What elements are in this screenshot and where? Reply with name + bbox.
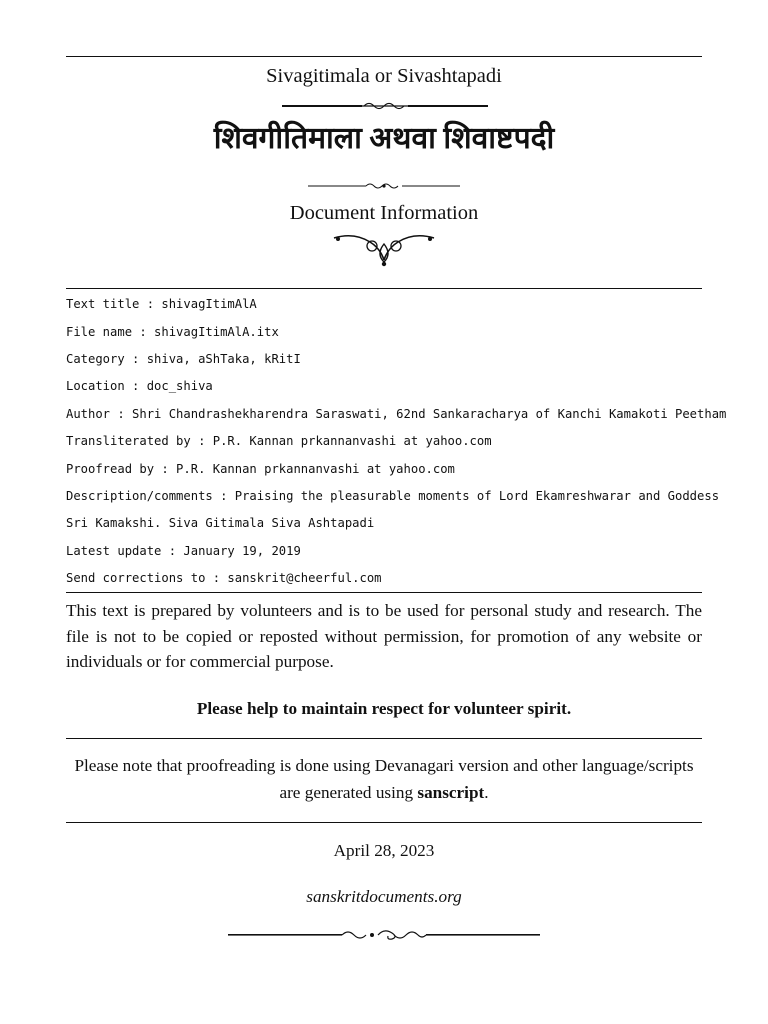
notice-rule [66, 738, 702, 739]
flourish-ornament-icon [332, 228, 436, 268]
respect-notice: Please help to maintain respect for volunteer spirit. [196, 699, 572, 718]
meta-send-corrections: Send corrections to : sanskrit@cheerful.com [66, 571, 382, 585]
meta-location: Location : doc_shiva [66, 379, 213, 393]
section-title: Document Information [289, 202, 479, 224]
title-english: Sivagitimala or Sivashtapadi [266, 65, 502, 87]
meta-description: Description/comments : Praising the pleasurable moments of Lord Ekamreshwarar and Goddess [66, 489, 720, 503]
title-sanskrit: शिवगीतिमाला अथवा शिवाष्टपदी [213, 122, 555, 155]
usage-notice: This text is prepared by volunteers and is to be used for personal study and research. The file is not to be copied or reposted without permission, for promotion of any website or individuals or for commercial purpose. [66, 601, 702, 671]
divider-ornament-icon [282, 100, 488, 112]
metadata-top-rule [66, 288, 702, 289]
meta-transliterated-by: Transliterated by : P.R. Kannan prkannanvashi at yahoo.com [66, 434, 492, 448]
top-rule [66, 56, 702, 57]
site-name[interactable]: sanskritdocuments.org [306, 887, 462, 906]
sanscript-term: sanscript [417, 783, 485, 802]
proofreading-text: Please note that proofreading is done using Devanagari version and other language/scripts are generated using [74, 756, 694, 802]
divider-ornament-icon [228, 928, 540, 942]
meta-description-cont: Sri Kamakshi. Siva Gitimala Siva Ashtapadi [66, 516, 375, 530]
meta-proofread-by: Proofread by : P.R. Kannan prkannanvashi at yahoo.com [66, 462, 455, 476]
metadata-bottom-rule [66, 592, 702, 593]
meta-file-name: File name : shivagItimAlA.itx [66, 325, 279, 339]
proofreading-end: . [484, 783, 489, 802]
proofreading-notice [66, 752, 702, 806]
divider-ornament-icon [306, 180, 462, 192]
meta-author: Author : Shri Chandrashekharendra Saraswati, 62nd Sankaracharya of Kanchi Kamakoti Peetham [66, 407, 727, 421]
meta-latest-update: Latest update : January 19, 2019 [66, 544, 301, 558]
meta-category: Category : shiva, aShTaka, kRitI [66, 352, 301, 366]
publish-date: April 28, 2023 [333, 841, 435, 860]
meta-text-title: Text title : shivagItimAlA [66, 297, 257, 311]
footer-rule [66, 822, 702, 823]
